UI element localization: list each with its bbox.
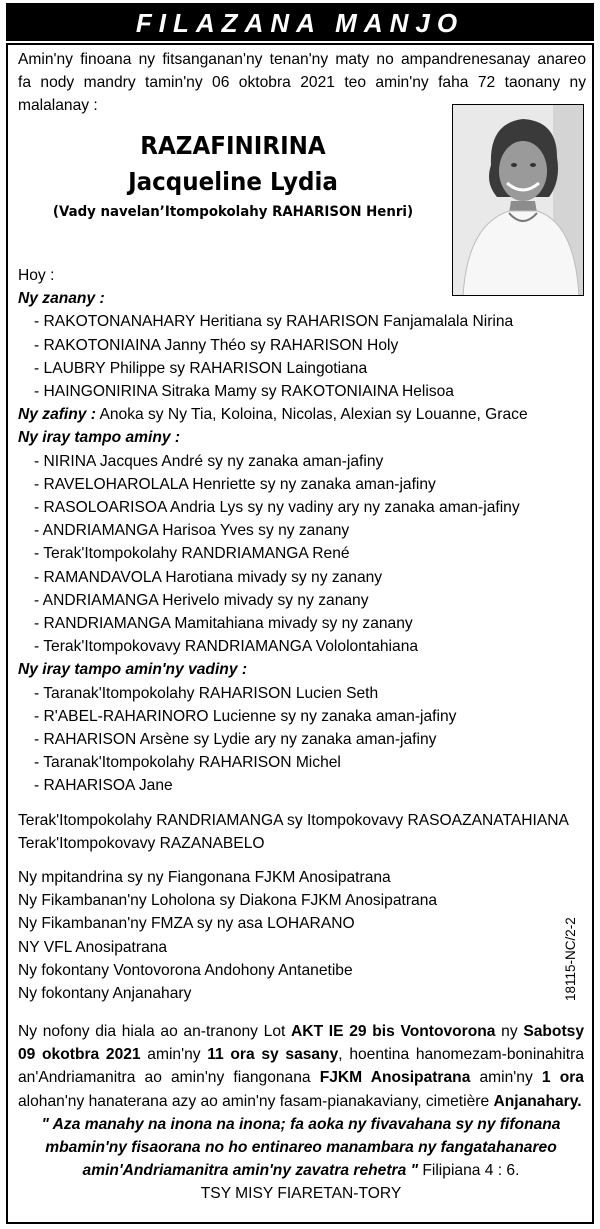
- deceased-name-block: [18, 128, 448, 224]
- descendants-line: Terak'Itompokolahy RANDRIAMANGA sy Itompokovavy RASOAZANATAHIANA: [18, 811, 569, 829]
- list-item: - RAMANDAVOLA Harotiana mivady sy ny zanany: [34, 568, 383, 586]
- list-item: - ANDRIAMANGA Harisoa Yves sy ny zanany: [34, 522, 350, 540]
- grandchildren-line: [18, 403, 586, 426]
- organization-line: Ny Fikambanan'ny FMZA sy ny asa LOHARANO: [18, 915, 355, 933]
- children-heading: Ny zanany :: [18, 290, 105, 308]
- list-item: - HAINGONIRINA Sitraka Mamy sy RAKOTONIAINA Helisoa: [34, 383, 454, 401]
- list-item: - Taranak'Itompokolahy RAHARISON Michel: [34, 754, 341, 772]
- funeral-church-time: 1 ora: [541, 1069, 584, 1087]
- list-item: - LAUBRY Philippe sy RAHARISON Laingotiana: [34, 359, 368, 377]
- list-item: - RAVELOHAROLALA Henriette sy ny zanaka aman-jafiny: [34, 475, 436, 493]
- list-item: - Terak'Itompokovavy RANDRIAMANGA Vololontahiana: [34, 638, 419, 656]
- funeral-cemetery: Anjanahary.: [493, 1092, 582, 1110]
- reference-text: 18115-NC/2-2: [563, 917, 578, 1001]
- deceased-surname: RAZAFINIRINA: [140, 131, 326, 160]
- list-item: - RAHARISON Arsène sy Lydie ary ny zanaka aman-jafiny: [34, 731, 437, 749]
- deceased-spouse: (Vady navelan’Itompokolahy RAHARISON Henri): [52, 204, 414, 220]
- spouse-siblings-heading: Ny iray tampo amin'ny vadiny :: [18, 661, 248, 679]
- organization-line: Ny mpitandrina sy ny Fiangonana FJKM Anosipatrana: [18, 869, 391, 887]
- funeral-text: amin'ny: [470, 1069, 542, 1087]
- funeral-church: FJKM Anosipatrana: [319, 1069, 471, 1087]
- header-banner: [6, 3, 594, 41]
- family-list: [18, 264, 586, 1005]
- funeral-details: [18, 1020, 584, 1206]
- list-item: - NIRINA Jacques André sy ny zanaka aman-jafiny: [34, 452, 384, 470]
- list-item: - ANDRIAMANGA Herivelo mivady sy ny zanany: [34, 591, 369, 609]
- list-item: - R'ABEL-RAHARINORO Lucienne sy ny zanaka aman-jafiny: [34, 707, 457, 725]
- funeral-text: amin'ny: [140, 1046, 208, 1064]
- funeral-date: Sabotsy 09 okotbra 2021: [18, 1023, 584, 1064]
- intro-line: Amin'ny finoana ny fitsanganan'ny tenan'ny maty no ampandrenesanay anareo: [18, 51, 586, 68]
- funeral-address: AKT IE 29 bis Vontovorona: [291, 1023, 496, 1040]
- reference-code: [563, 805, 578, 1001]
- list-item: - Taranak'Itompokolahy RAHARISON Lucien Seth: [34, 684, 379, 702]
- bible-quote-line: amin'Andriamanitra amin'ny zavatra rehetra ": [82, 1162, 419, 1180]
- list-item: - RAKOTONANAHARY Heritiana sy RAHARISON Fanjamalala Nirina: [34, 313, 514, 331]
- list-item: - RAKOTONIAINA Janny Théo sy RAHARISON Holy: [34, 336, 399, 354]
- hoy-label: Hoy :: [18, 267, 55, 284]
- organization-line: Ny fokontany Anjanahary: [18, 985, 192, 1003]
- organization-line: NY VFL Anosipatrana: [18, 938, 168, 956]
- deceased-firstname: Jacqueline Lydia: [128, 167, 338, 196]
- organization-line: Ny Fikambanan'ny Loholona sy Diakona FJKM Anosipatrana: [18, 892, 438, 910]
- intro-line: fa nody mandry tamin'ny 06 oktobra 2021 teo amin'ny faha 72 taonany ny: [18, 74, 586, 92]
- bible-quote-last-line: [18, 1159, 584, 1182]
- notice-title: FILAZANA MANJO: [135, 8, 465, 38]
- spacer: [18, 798, 586, 809]
- descendants-line: Terak'Itompokovavy RAZANABELO: [18, 834, 265, 852]
- bible-citation: Filipiana 4 : 6.: [418, 1162, 520, 1180]
- spacer: [18, 855, 586, 866]
- funeral-text: ny: [495, 1023, 524, 1040]
- funeral-text: , hoentina hanomezam-boninahitra an'Andriamanitra ao amin'ny fiangonana: [18, 1046, 585, 1087]
- list-item: - Terak'Itompokolahy RANDRIAMANGA René: [34, 545, 350, 563]
- list-item: - RASOLOARISOA Andria Lys sy ny vadiny ary ny zanaka aman-jafiny: [34, 499, 520, 517]
- grandchildren-names: Anoka sy Ny Tia, Koloina, Nicolas, Alexian sy Louanne, Grace: [95, 406, 528, 424]
- list-item: - RANDRIAMANGA Mamitahiana mivady sy ny zanany: [34, 615, 413, 633]
- list-item: - RAHARISOA Jane: [34, 777, 173, 795]
- intro-line: malalanay :: [18, 97, 98, 115]
- siblings-heading: Ny iray tampo aminy :: [18, 429, 181, 447]
- grandchildren-heading: Ny zafiny :: [18, 406, 96, 424]
- organization-line: Ny fokontany Vontovorona Andohony Antanetibe: [18, 961, 353, 979]
- bible-quote-line: mbamin'ny fisaorana no ho entinareo manambara ny fangatahanareo: [45, 1139, 557, 1157]
- closing-statement: TSY MISY FIARETAN-TORY: [200, 1185, 402, 1203]
- funeral-text: alohan'ny hanaterana azy ao amin'ny fasam-pianakaviany, cimetière: [18, 1092, 494, 1110]
- funeral-time: 11 ora sy sasany: [207, 1046, 339, 1064]
- funeral-text: Ny nofony dia hiala ao an-tranony Lot: [18, 1023, 292, 1040]
- bible-quote-line: " Aza manahy na inona na inona; fa aoka ny fivavahana sy ny fifonana: [41, 1115, 561, 1133]
